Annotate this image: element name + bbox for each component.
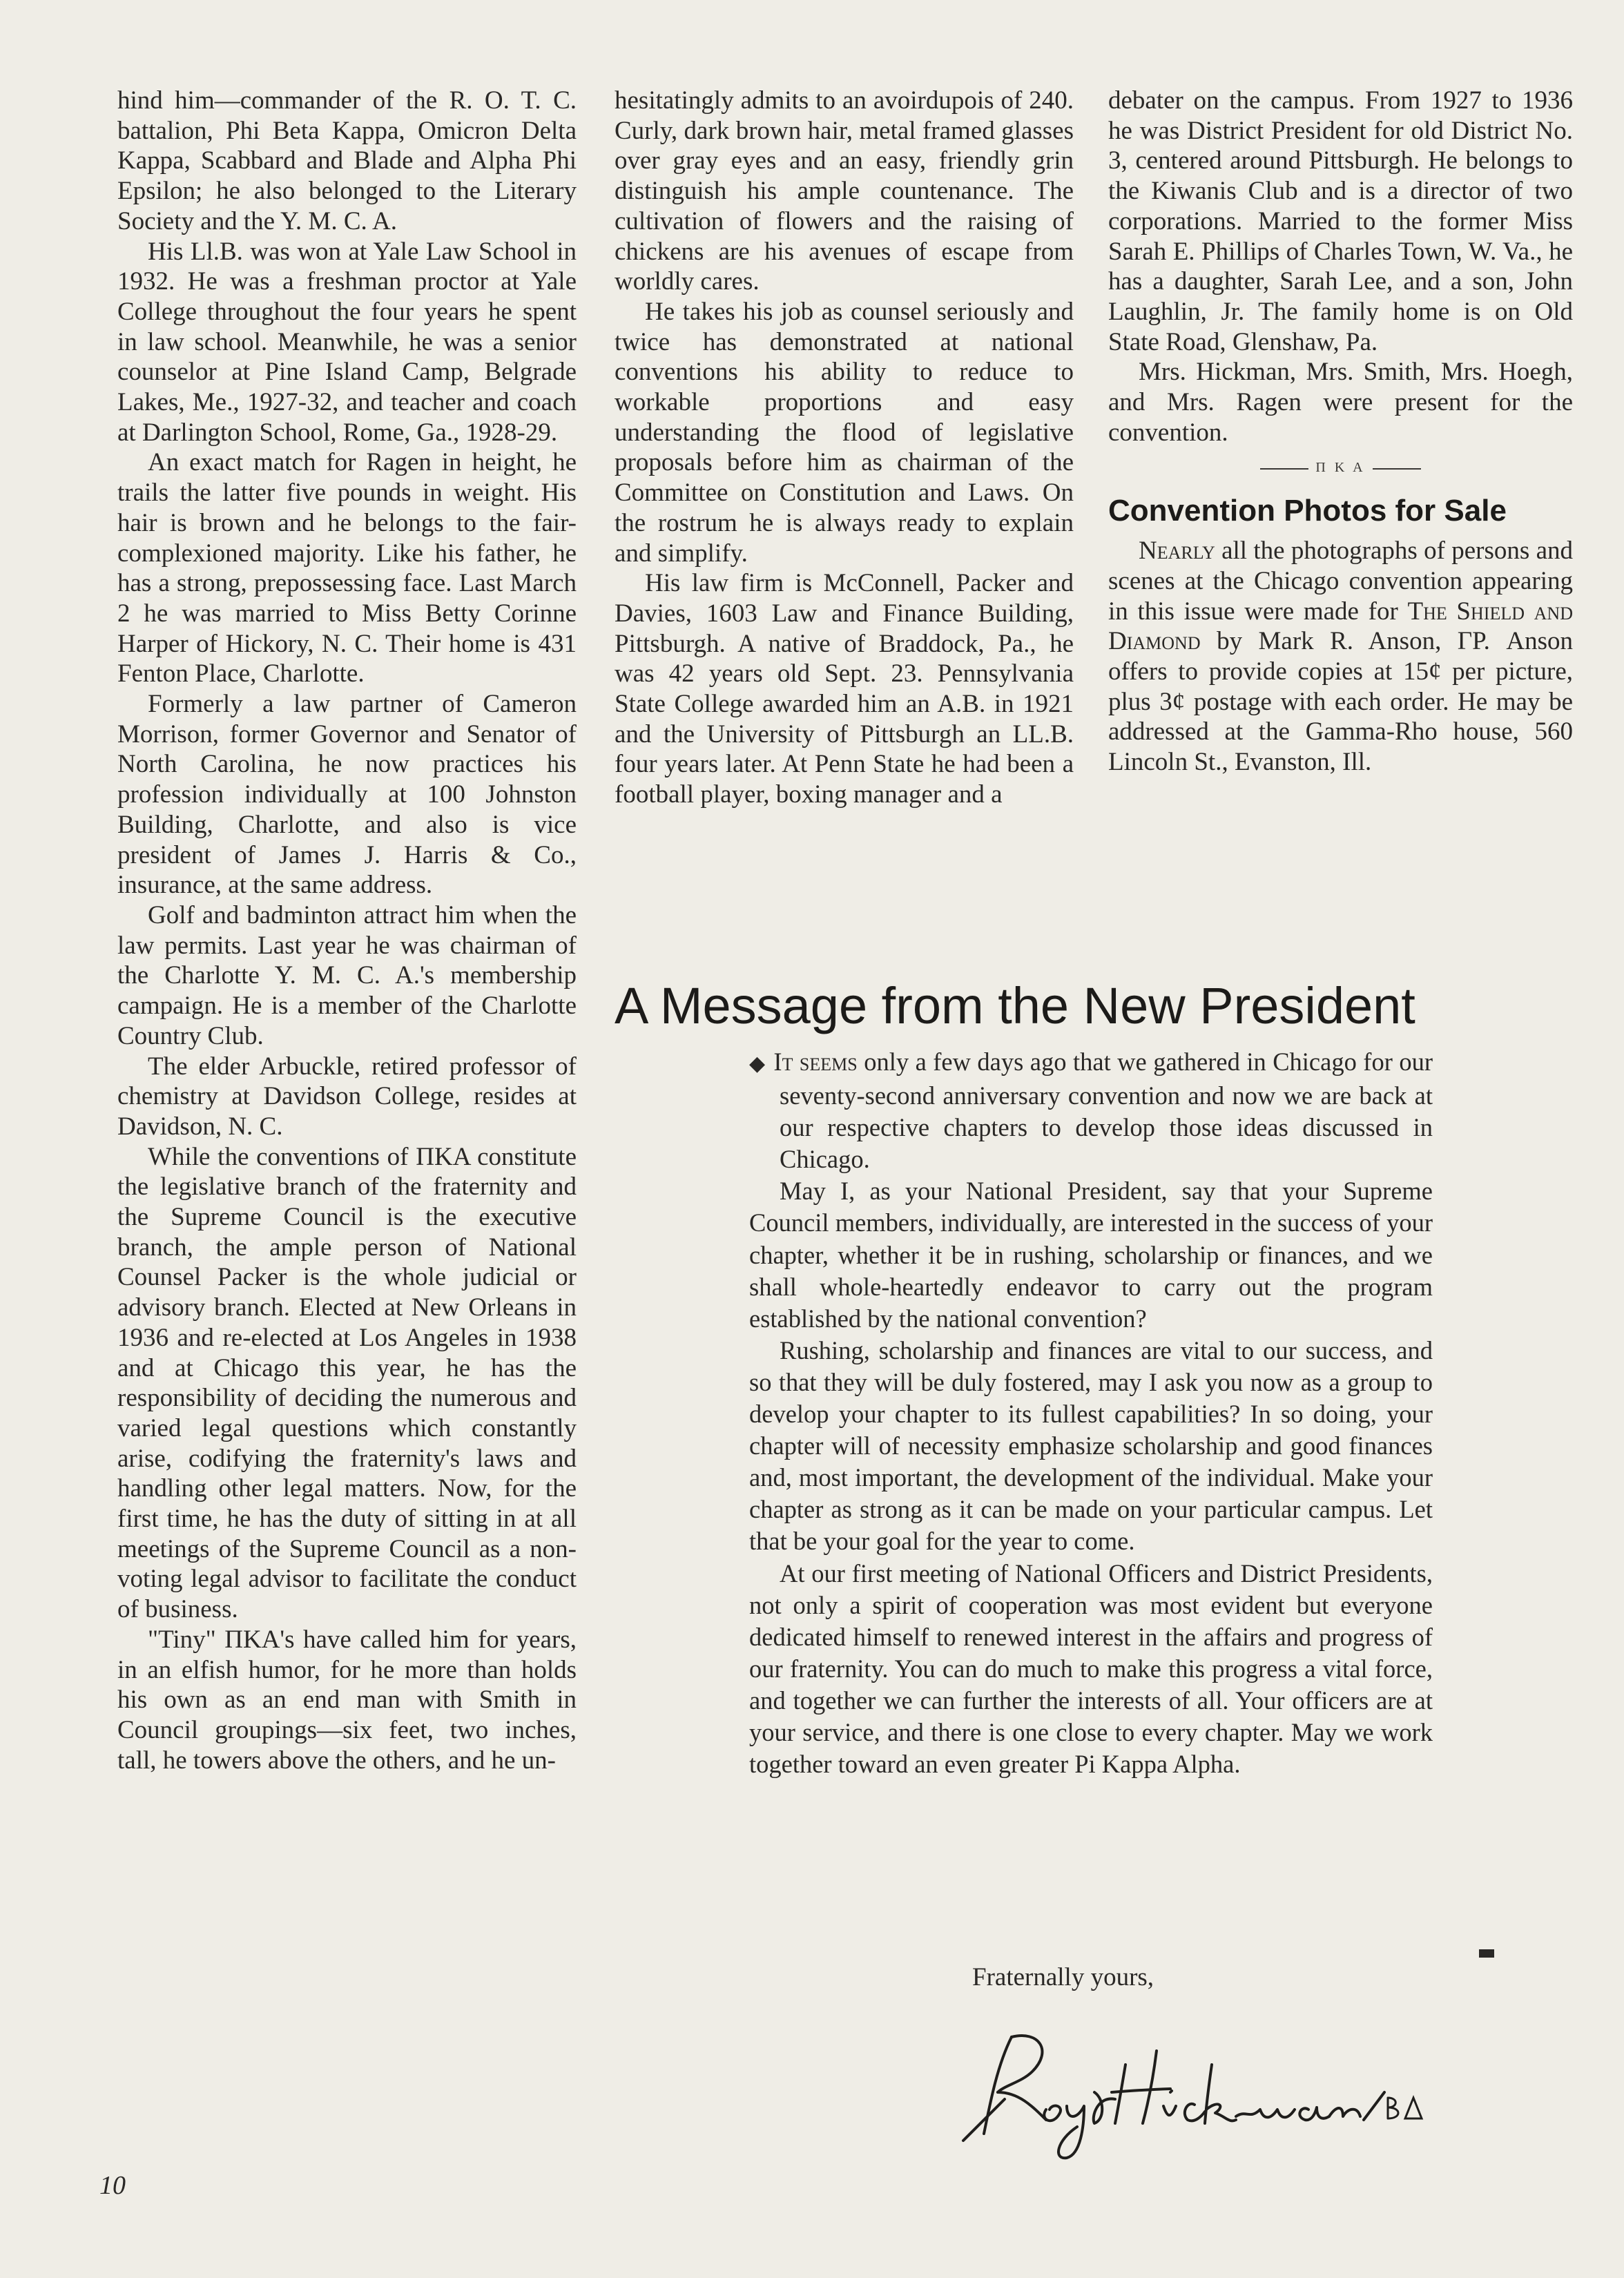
paragraph: The elder Arbuckle, retired professor of chemistry at Davidson College, resides at Davidson, N. C.: [117, 1052, 577, 1141]
diamond-bullet-icon: ◆: [749, 1052, 766, 1075]
paragraph: "Tiny" ΠKA's have called him for years, in an elfish humor, for he more than holds his own as an end man with Smith in Council groupings—six feet, two inches, tall, he towers above the others, and he un-: [117, 1625, 577, 1775]
closing: Fraternally yours,: [972, 1963, 1154, 1991]
paragraph: Mrs. Hickman, Mrs. Smith, Mrs. Hoegh, and Mrs. Ragen were present for the convention.: [1108, 358, 1573, 447]
column-2: [615, 86, 1074, 810]
message-title: A Message from the New President: [615, 977, 1415, 1034]
paragraph: hind him—commander of the R. O. T. C. battalion, Phi Beta Kappa, Omicron Delta Kappa, Scabbard and Blade and Alpha Phi Epsilon; he also belonged to the Literary Society and the Y. M. C. A.: [117, 86, 577, 235]
section-separator: [1108, 453, 1573, 483]
column-3: [1108, 86, 1573, 778]
paragraph: At our first meeting of National Officers and District Presidents, not only a spirit of cooperation was most evident but everyone dedicated himself to renewed interest in the affairs and progress of our fraternity. You can do much to make this progress a vital force, and together we can further the interests of all. Your officers are at your service, and there is one close to every chapter. May we work together toward an even greater Pi Kappa Alpha.: [749, 1558, 1433, 1779]
ink-mark: [1479, 1949, 1494, 1958]
paragraph: hesitatingly admits to an avoirdupois of 240. Curly, dark brown hair, metal framed glasses over gray eyes and an easy, friendly grin distinguish his ample countenance. The cultivation of flowers and the raising of chickens are his avenues of escape from worldly cares.: [615, 86, 1074, 296]
paragraph: He takes his job as counsel seriously and twice has demonstrated at national conventions his ability to reduce to workable proportions and easy understanding the flood of legislative proposals before him as chairman of the Committee on Constitution and Laws. On the rostrum he is always ready to explain and simplify.: [615, 297, 1074, 568]
lead-caps: Nearly: [1139, 537, 1215, 566]
paragraph: Rushing, scholarship and finances are vital to our success, and so that they will be duly fostered, may I ask you now as a group to develop your chapter to its fullest capabilities? In so doing, your chapter will of necessity emphasize scholarship and good finances and, most important, the development of the individual. Make your chapter as strong as it can be made on your particular campus. Let that be your goal for the year to come.: [749, 1335, 1433, 1556]
paragraph: Formerly a law partner of Cameron Morrison, former Governor and Senator of North Carolina, he now practices his profession individually at 100 Johnston Building, Charlotte, and also is vice president of James J. Harris & Co., insurance, at the same address.: [117, 690, 577, 900]
lead-caps: It seems: [773, 1048, 858, 1076]
paragraph: May I, as your National President, say that your Supreme Council members, individually, are interested in the success of your chapter, whether it be in rushing, scholarship or finances, and we shall whole-heartedly endeavor to carry out the program established by the national convention?: [749, 1177, 1433, 1333]
photos-paragraph: Nearly all the photographs of persons and scenes at the Chicago convention appearing in this issue were made for The Shield and Diamond by Mark R. Anson, ΓΡ. Anson offers to provide copies at 15¢ per picture, plus 3¢ postage with each order. He may be addressed at the Gamma-Rho house, 560 Lincoln St., Evanston, Ill.: [1108, 537, 1573, 777]
paragraph: An exact match for Ragen in height, he trails the latter five pounds in weight. His hair is brown and he belongs to the fair-complexioned majority. Like his father, he has a strong, prepossessing face. Last March 2 he was married to Miss Betty Corinne Harper of Hickory, N. C. Their home is 431 Fenton Place, Charlotte.: [117, 448, 577, 688]
signature: [956, 2023, 1440, 2161]
lead-paragraph: ◆ It seems only a few days ago that we gathered in Chicago for our seventy-second anniversary convention and now we are back at our respective chapters to develop those ideas discussed in Chicago.: [749, 1048, 1433, 1174]
photos-heading: Convention Photos for Sale: [1108, 494, 1507, 528]
paragraph: His Ll.B. was won at Yale Law School in 1932. He was a freshman proctor at Yale College throughout the four years he spent in law school. Meanwhile, he was a senior counselor at Pine Island Camp, Belgrade Lakes, Me., 1927-32, and teacher and coach at Darlington School, Rome, Ga., 1928-29.: [117, 237, 577, 447]
magazine-name: The Shield and Diamond: [1108, 597, 1573, 656]
column-1: [117, 86, 577, 1775]
separator-text: Π K A: [1315, 460, 1366, 476]
paragraph: Golf and badminton attract him when the law permits. Last year he was chairman of the Charlotte Y. M. C. A.'s membership campaign. He is a member of the Charlotte Country Club.: [117, 900, 577, 1050]
paragraph: While the conventions of ΠKA constitute the legislative branch of the fraternity and the Supreme Council is the executive branch, the ample person of National Counsel Packer is the whole judicial or advisory branch. Elected at New Orleans in 1936 and re-elected at Los Angeles in 1938 and at Chicago this year, he has the responsibility of deciding the numerous and varied legal questions which constantly arise, codifying the fraternity's laws and handling other legal matters. Now, for the first time, he has the duty of sitting in at all meetings of the Supreme Council as a non-voting legal advisor to facilitate the conduct of business.: [117, 1142, 577, 1624]
paragraph: debater on the campus. From 1927 to 1936 he was District President for old District No. 3, centered around Pittsburgh. He belongs to the Kiwanis Club and is a director of two corporations. Married to the former Miss Sarah E. Phillips of Charles Town, W. Va., he has a daughter, Sarah Lee, and a son, John Laughlin, Jr. The family home is on Old State Road, Glenshaw, Pa.: [1108, 86, 1573, 356]
page-number: 10: [99, 2171, 126, 2200]
paragraph: His law firm is McConnell, Packer and Davies, 1603 Law and Finance Building, Pittsburgh. A native of Braddock, Pa., he was 42 years old Sept. 23. Pennsylvania State College awarded him an A.B. in 1921 and the University of Pittsburgh an LL.B. four years later. At Penn State he had been a football player, boxing manager and a: [615, 569, 1074, 809]
message-body: [749, 1046, 1433, 1780]
